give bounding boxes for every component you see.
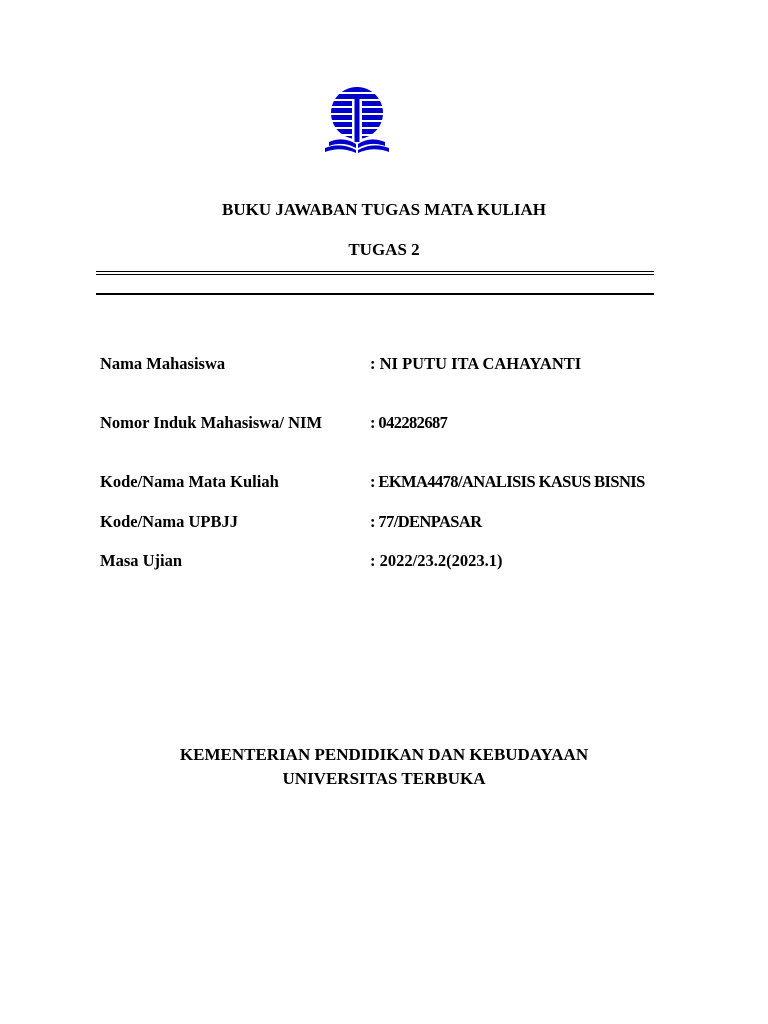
field-value: : 77/DENPASAR	[370, 512, 482, 531]
field-row-upbjj	[100, 512, 700, 534]
field-label: Masa Ujian	[100, 551, 183, 570]
field-label: Kode/Nama Mata Kuliah	[100, 472, 279, 491]
field-row-course	[100, 472, 700, 494]
university-name: UNIVERSITAS TERBUKA	[282, 769, 486, 788]
divider-line	[96, 274, 654, 275]
document-title: BUKU JAWABAN TUGAS MATA KULIAH	[222, 200, 546, 219]
document-subtitle: TUGAS 2	[348, 240, 420, 259]
university-logo-icon	[321, 86, 393, 156]
ministry-name: KEMENTERIAN PENDIDIKAN DAN KEBUDAYAAN	[179, 745, 589, 764]
field-row-student-name	[100, 354, 700, 376]
field-row-exam-period	[100, 551, 700, 573]
field-label: Nama Mahasiswa	[100, 354, 226, 373]
field-value: : EKMA4478/ANALISIS KASUS BISNIS	[370, 472, 645, 491]
divider-line	[96, 293, 654, 295]
field-label: Kode/Nama UPBJJ	[100, 512, 238, 531]
field-value: : NI PUTU ITA CAHAYANTI	[370, 354, 582, 373]
field-value: : 2022/23.2(2023.1)	[370, 551, 503, 570]
field-value: : 042282687	[370, 413, 448, 432]
divider-line	[96, 271, 654, 272]
field-row-student-id	[100, 413, 700, 435]
field-label: Nomor Induk Mahasiswa/ NIM	[100, 413, 323, 432]
